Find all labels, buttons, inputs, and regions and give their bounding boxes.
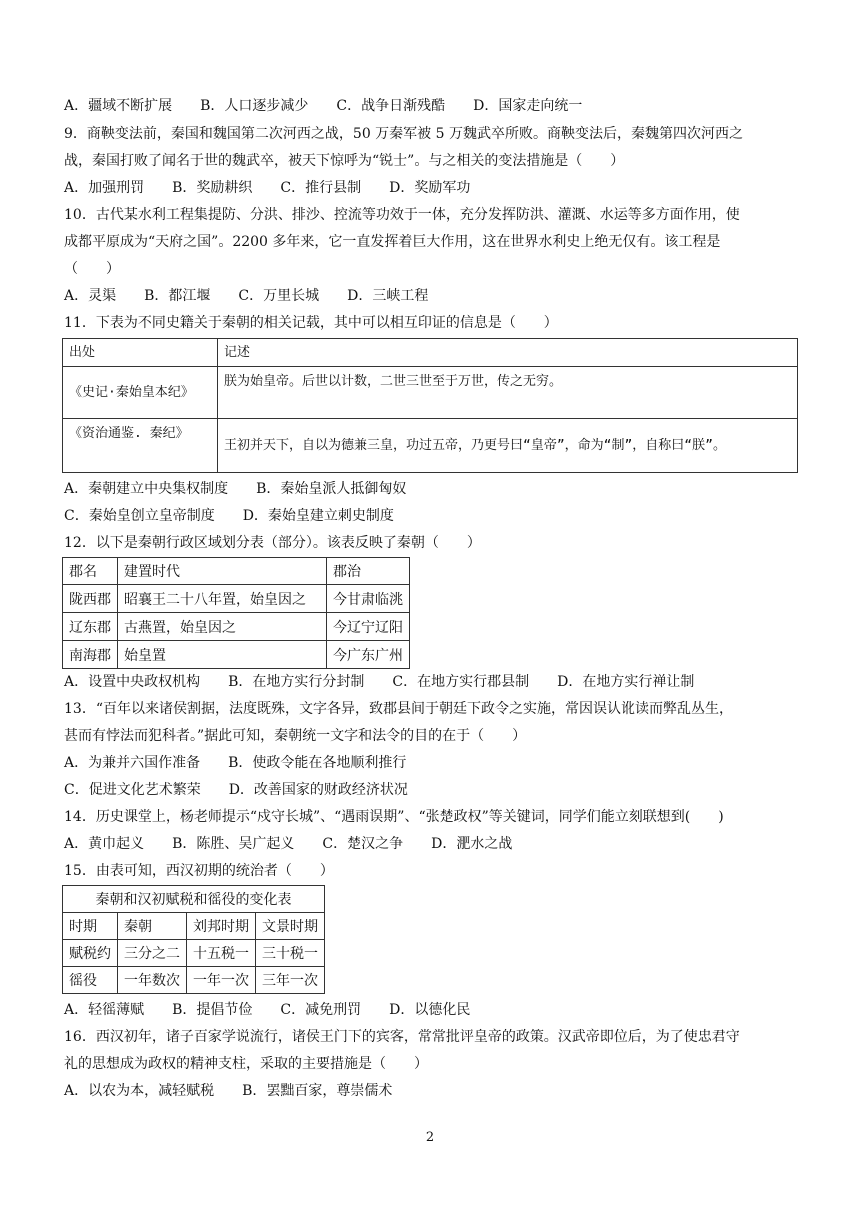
table-cell: 一年数次 xyxy=(118,967,187,994)
q15-options: A．轻徭薄赋 B．提倡节俭 C．减免刑罚 D．以德化民 xyxy=(64,1002,471,1018)
q13-options-row1: A．为兼并六国作准备 B．使政令能在各地顺利推行 xyxy=(64,755,407,771)
q14-stem: 14．历史课堂上，杨老师提示“戍守长城”、“遇雨误期”、“张楚政权”等关键词，同学们能立刻联想到( ) xyxy=(64,809,724,825)
table-cell: 朕为始皇帝。后世以计数，二世三世至于万世，传之无穷。 xyxy=(218,367,798,419)
table-header-cell: 时期 xyxy=(63,913,118,940)
q11-stem: 11．下表为不同史籍关于秦朝的相关记载，其中可以相互印证的信息是（ ） xyxy=(64,315,558,331)
table-cell: 赋税约 xyxy=(63,940,118,967)
table-header-cell: 秦朝 xyxy=(118,913,187,940)
q15-table xyxy=(62,885,325,994)
q13-stem-line2: 甚而有悖法而犯科者。”据此可知，秦朝统一文字和法令的目的在于（ ） xyxy=(64,728,527,744)
table-cell: 王初并天下，自以为德兼三皇，功过五帝，乃更号曰“皇帝”，命为“制”，自称曰“朕”。 xyxy=(218,419,798,473)
table-cell: 三十税一 xyxy=(256,940,325,967)
table-cell: 南海郡 xyxy=(63,641,118,669)
q11-table xyxy=(62,338,798,473)
table-header-cell: 郡治 xyxy=(327,558,410,585)
q9-options: A．加强刑罚 B．奖励耕织 C．推行县制 D．奖励军功 xyxy=(64,180,471,196)
q15-stem: 15．由表可知，西汉初期的统治者（ ） xyxy=(64,863,334,879)
table-cell: 十五税一 xyxy=(187,940,256,967)
q13-options-row2: C．促进文化艺术繁荣 D．改善国家的财政经济状况 xyxy=(64,782,408,798)
q10-options: A．灵渠 B．都江堰 C．万里长城 D．三峡工程 xyxy=(64,288,429,304)
table-cell: 徭役 xyxy=(63,967,118,994)
table-cell: 三分之二 xyxy=(118,940,187,967)
q10-stem-line1: 10．古代某水利工程集提防、分洪、排沙、控流等功效于一体，充分发挥防洪、灌溉、水运等多方面作用，使 xyxy=(64,207,740,223)
table-cell: 今辽宁辽阳 xyxy=(327,613,410,641)
q11-options-row1: A．秦朝建立中央集权制度 B．秦始皇派人抵御匈奴 xyxy=(64,481,407,497)
table-cell: 《资治通鉴. 秦纪》 xyxy=(63,419,218,473)
table-header-cell: 建置时代 xyxy=(118,558,327,585)
table-header-cell: 文景时期 xyxy=(256,913,325,940)
q16-stem-line2: 礼的思想成为政权的精神支柱，采取的主要措施是（ ） xyxy=(64,1056,428,1072)
q12-table xyxy=(62,557,410,669)
q13-stem-line1: 13．“百年以来诸侯割据，法度既殊，文字各异，致郡县间于朝廷下政令之实施，常因误认讹读而弊乱丛生， xyxy=(64,701,733,717)
table-title: 秦朝和汉初赋税和徭役的变化表 xyxy=(63,886,325,913)
q9-stem-line2: 战，秦国打败了闻名于世的魏武卒，被天下惊呼为“锐士”。与之相关的变法措施是（ ） xyxy=(64,153,625,169)
table-cell: 今甘肃临洮 xyxy=(327,585,410,613)
table-header-cell: 郡名 xyxy=(63,558,118,585)
page-number: 2 xyxy=(425,1130,435,1145)
table-header-cell: 刘邦时期 xyxy=(187,913,256,940)
q12-stem: 12．以下是秦朝行政区域划分表（部分）。该表反映了秦朝（ ） xyxy=(64,535,481,551)
table-cell: 三年一次 xyxy=(256,967,325,994)
table-cell: 《史记·秦始皇本纪》 xyxy=(63,367,218,419)
q11-options-row2: C．秦始皇创立皇帝制度 D．秦始皇建立刺史制度 xyxy=(64,508,394,524)
table-cell: 古燕置，始皇因之 xyxy=(118,613,327,641)
q16-options: A．以农为本，减轻赋税 B．罢黜百家，尊崇儒术 xyxy=(64,1083,393,1099)
q14-options: A．黄巾起义 B．陈胜、吴广起义 C．楚汉之争 D．淝水之战 xyxy=(64,836,513,852)
q10-stem-line2: 成都平原成为“天府之国”。2200 多年来，它一直发挥着巨大作用，这在世界水利史上绝无仅有。该工程是 xyxy=(64,234,721,250)
table-cell: 始皇置 xyxy=(118,641,327,669)
table-header-cell: 记述 xyxy=(218,339,798,367)
table-cell: 今广东广州 xyxy=(327,641,410,669)
q9-stem-line1: 9．商鞅变法前，秦国和魏国第二次河西之战，50 万秦军被 5 万魏武卒所败。商鞅变法后，秦魏第四次河西之 xyxy=(64,126,743,142)
q12-options: A．设置中央政权机构 B．在地方实行分封制 C．在地方实行郡县制 D．在地方实行禅让制 xyxy=(64,674,695,690)
table-cell: 陇西郡 xyxy=(63,585,118,613)
q8-options: A．疆域不断扩展 B．人口逐步减少 C．战争日渐残酷 D．国家走向统一 xyxy=(64,98,583,114)
q16-stem-line1: 16．西汉初年，诸子百家学说流行，诸侯王门下的宾客，常常批评皇帝的政策。汉武帝即位后，为了使忠君守 xyxy=(64,1029,740,1045)
table-header-cell: 出处 xyxy=(63,339,218,367)
table-cell: 一年一次 xyxy=(187,967,256,994)
table-cell: 昭襄王二十八年置，始皇因之 xyxy=(118,585,327,613)
q10-stem-line3: （ ） xyxy=(64,261,120,277)
table-cell: 辽东郡 xyxy=(63,613,118,641)
